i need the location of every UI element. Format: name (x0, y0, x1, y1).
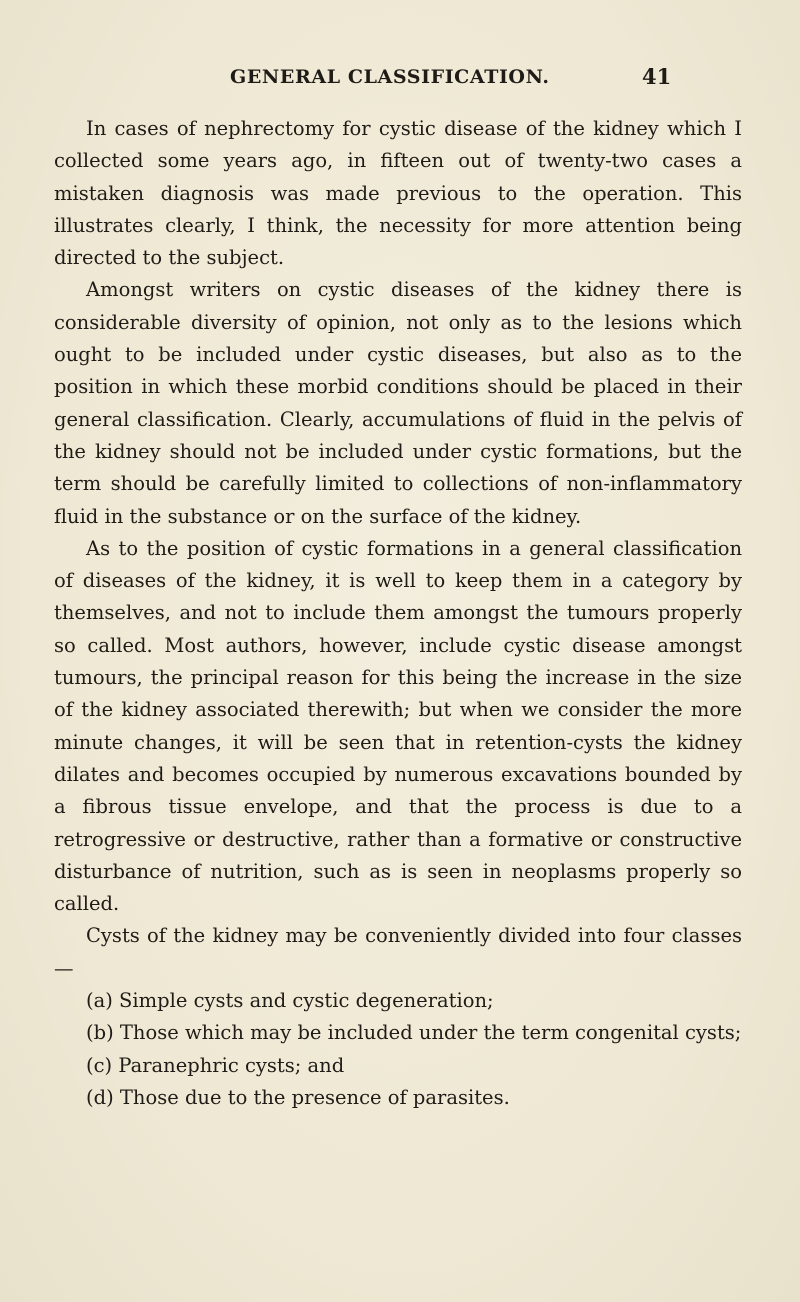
running-title: GENERAL CLASSIFICATION. (230, 66, 550, 88)
body-text (54, 113, 742, 1114)
class-item-b: (b) Those which may be included under the term congenital cysts; (86, 1021, 742, 1045)
paragraph-classification-position: As to the position of cystic formations in a general classification of diseases of the kidney, it is well to keep them in a category by themselves, and not to include them amongst the tumours properly so called. Most authors, however, include cystic disease amongst tumours, the principal reason for this being the increase in the size of the kidney associated therewith; but when we consider the more minute changes, it will be seen that in retention-cysts the kidney dilates and becomes occupied by numerous excavations bounded by a fibrous tissue envelope, and that the process is due to a retrogressive or destructive, rather than a formative or constructive disturbance of nutrition, such as is seen in neoplasms properly so called. (54, 536, 742, 916)
class-item-a: (a) Simple cysts and cystic degeneration; (86, 989, 494, 1013)
page-header (0, 66, 800, 96)
paragraph-nephrectomy: In cases of nephrectomy for cystic disease of the kidney which I collected some years ago, in fifteen out of twenty-two cases a mistaken diagnosis was made previous to the operation. This illustrates clearly, I think, the necessity for more attention being directed to the subject. (54, 117, 742, 270)
paragraph-four-classes-intro: Cysts of the kidney may be conveniently divided into four classes— (54, 924, 742, 980)
paragraph-diversity-of-opinion: Amongst writers on cystic diseases of the kidney there is considerable diversity of opinion, not only as to the lesions which ought to be included under cystic diseases, but also as to the position in which these morbid conditions should be placed in their general classification. Clearly, accumulations of fluid in the pelvis of the kidney should not be included under cystic formations, but the term should be carefully limited to collections of non-inflammatory fluid in the substance or on the surface of the kidney. (54, 278, 742, 528)
page-number: 41 (642, 64, 672, 89)
class-item-d: (d) Those due to the presence of parasites. (86, 1085, 510, 1109)
class-item-c: (c) Paranephric cysts; and (86, 1053, 345, 1077)
